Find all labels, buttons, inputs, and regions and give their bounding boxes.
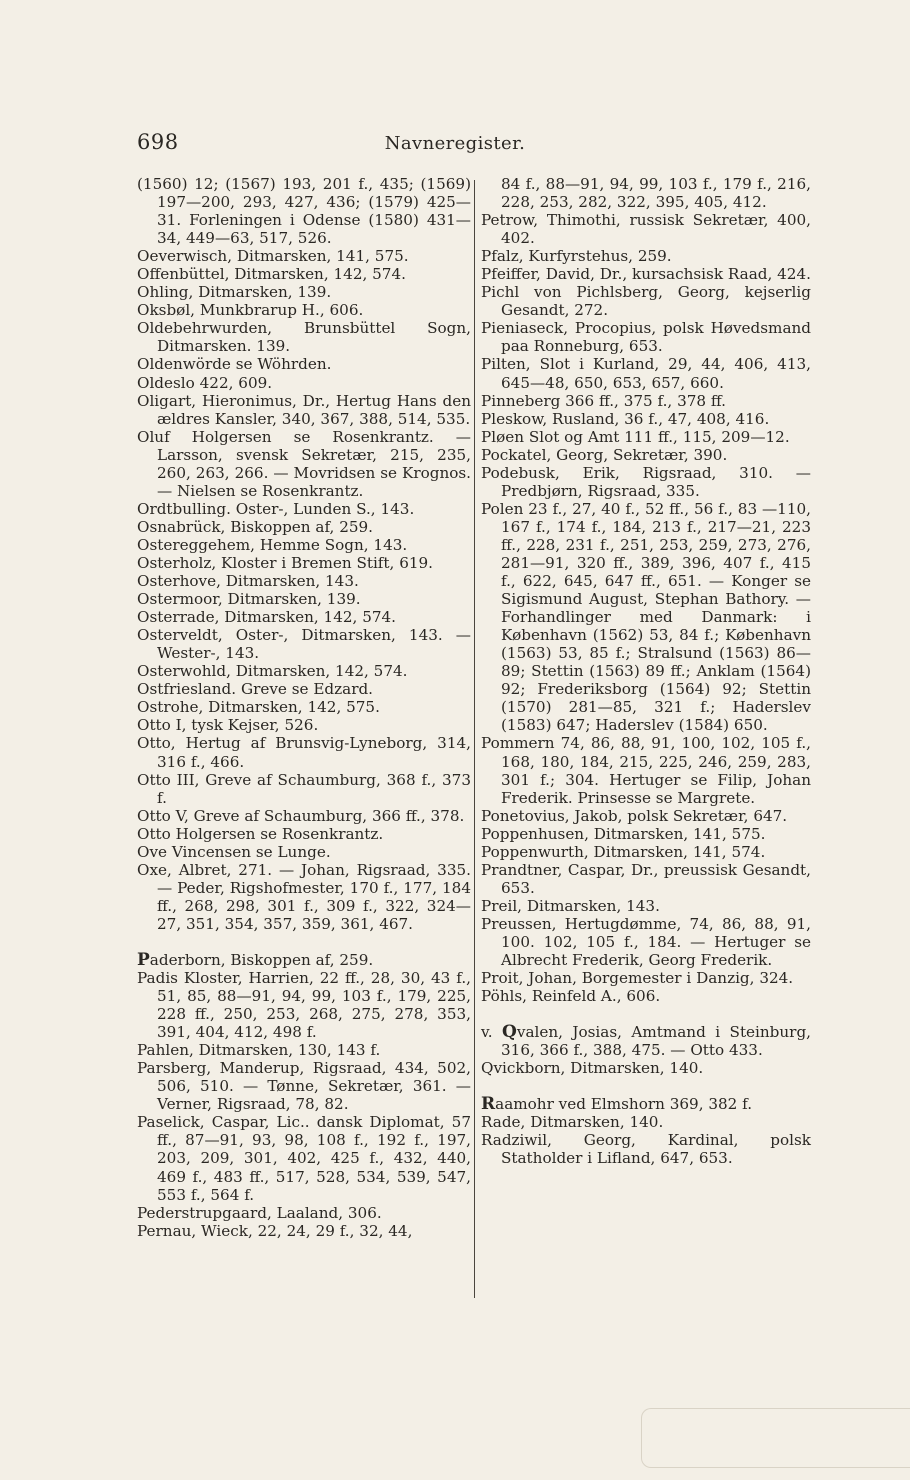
entry-text: Oeverwisch, Ditmarsken, 141, 575.	[137, 247, 409, 266]
section-initial: Q	[502, 1022, 517, 1043]
index-entry	[481, 211, 811, 247]
column-divider	[474, 180, 475, 1298]
index-entry	[137, 1041, 471, 1059]
entry-text: Oligart, Hieronimus, Dr., Hertug Hans den ældres Kansler, 340, 367, 388, 514, 535.	[137, 391, 471, 428]
index-entry	[481, 446, 811, 464]
entry-text: Pockatel, Georg, Sekretær, 390.	[481, 445, 728, 464]
index-entry	[481, 464, 811, 500]
entry-text: Otto V, Greve af Schaumburg, 366 ff., 378.	[137, 806, 465, 825]
index-entry	[137, 500, 471, 518]
entry-text: Pieniaseck, Procopius, polsk Høvedsmand paa Ronneburg, 653.	[481, 319, 811, 356]
index-entry	[481, 247, 811, 265]
index-entry	[481, 1023, 811, 1059]
entry-text: Otto III, Greve af Schaumburg, 368 f., 373 f.	[137, 770, 471, 807]
entry-text: aderborn, Biskoppen af, 259.	[149, 950, 374, 969]
index-entry	[137, 355, 471, 373]
entry-text: Polen 23 f., 27, 40 f., 52 ff., 56 f., 83 —110, 167 f., 174 f., 184, 213 f., 217—21, 223 ff., 228, 231 f., 251, 253, 259, 273, 276, 281—91, 320 ff., 389, 396, 407 f., 415 f., 622, 645, 647 ff., 651. — Konger se Sigismund August, Stephan Bathory. — Forhandlinger med Danmark: i København (1562) 53, 84 f.; København (1563) 53, 85 f.; Stralsund (1563) 86—89; Stettin (1563) 89 ff.; Anklam (1564) 92; Frederiksborg (1564) 92; Stettin (1570) 281—85, 321 f.; Haderslev (1583) 647; Haderslev (1584) 650.	[481, 499, 811, 735]
entry-text: Oxe, Albret, 271. — Johan, Rigsraad, 335. — Peder, Rigshofmester, 170 f., 177, 184 ff., 268, 298, 301 f., 309 f., 322, 324—27, 351, 354, 357, 359, 361, 467.	[137, 860, 471, 933]
entry-text: Osterhove, Ditmarsken, 143.	[137, 572, 359, 591]
entry-text: valen, Josias, Amtmand i Steinburg, 316, 366 f., 388, 475. — Otto 433.	[501, 1023, 811, 1060]
index-entry	[481, 734, 811, 806]
section-gap	[137, 933, 471, 951]
entry-text: Prandtner, Caspar, Dr., preussisk Gesandt, 653.	[481, 860, 811, 897]
entry-text: Pfeiffer, David, Dr., kursachsisk Raad, 424.	[481, 265, 811, 284]
index-entry	[481, 392, 811, 410]
entry-text: Offenbüttel, Ditmarsken, 142, 574.	[137, 265, 406, 284]
index-entry	[481, 355, 811, 391]
index-entry	[481, 283, 811, 319]
index-entry	[481, 1059, 811, 1077]
entry-prefix: v.	[481, 1023, 503, 1042]
index-entry	[481, 265, 811, 283]
entry-text: Proit, Johan, Borgemester i Danzig, 324.	[481, 969, 794, 988]
index-entry	[137, 1059, 471, 1113]
section-initial: P	[137, 949, 150, 970]
entry-text: Pilten, Slot i Kurland, 29, 44, 406, 413, 645—48, 650, 653, 657, 660.	[481, 355, 811, 392]
entry-text: Petrow, Thimothi, russisk Sekretær, 400, 402.	[481, 211, 811, 248]
index-entry	[481, 915, 811, 969]
entry-text: Pfalz, Kurfyrstehus, 259.	[481, 247, 672, 266]
section-gap	[481, 1005, 811, 1023]
right-column	[481, 175, 811, 1167]
entry-text: Preil, Ditmarsken, 143.	[481, 896, 660, 915]
entry-text: Ostfriesland. Greve se Edzard.	[137, 680, 373, 699]
index-entry	[137, 392, 471, 428]
entry-text: Pederstrupgaard, Laaland, 306.	[137, 1203, 382, 1222]
index-entry	[481, 897, 811, 915]
index-entry	[481, 500, 811, 735]
entry-text: Pleskow, Rusland, 36 f., 47, 408, 416.	[481, 409, 770, 428]
entry-text: Radziwil, Georg, Kardinal, polsk Statholder i Lifland, 647, 653.	[481, 1131, 811, 1168]
index-entry	[137, 716, 471, 734]
running-head: Navneregister.	[384, 133, 526, 154]
index-entry	[137, 536, 471, 554]
index-entry	[481, 319, 811, 355]
entry-text: (1560) 12; (1567) 193, 201 f., 435; (1569) 197—200, 293, 427, 436; (1579) 425—31. Forleningen i Odense (1580) 431—34, 449—63, 517, 526.	[137, 175, 471, 248]
entry-text: Ove Vincensen se Lunge.	[137, 842, 331, 861]
entry-text: Parsberg, Manderup, Rigsraad, 434, 502, 506, 510. — Tønne, Sekretær, 361. — Verner, Rigsraad, 78, 82.	[137, 1059, 471, 1114]
index-entry	[481, 1095, 811, 1113]
entry-text: Osterveldt, Oster-, Ditmarsken, 143. — Wester-, 143.	[137, 626, 471, 663]
index-entry	[137, 1222, 471, 1240]
entry-text: Otto I, tysk Kejser, 526.	[137, 716, 319, 735]
entry-text: Rade, Ditmarsken, 140.	[481, 1113, 664, 1132]
entry-text: Otto, Hertug af Brunsvig-Lyneborg, 314, 316 f., 466.	[137, 734, 471, 771]
index-entry	[137, 662, 471, 680]
index-entry	[137, 861, 471, 933]
index-entry	[137, 843, 471, 861]
index-entry	[137, 680, 471, 698]
index-entry	[137, 734, 471, 770]
index-entry	[137, 626, 471, 662]
entry-text: Otto Holgersen se Rosenkrantz.	[137, 824, 384, 843]
entry-text: Poppenhusen, Ditmarsken, 141, 575.	[481, 824, 766, 843]
index-entry	[137, 698, 471, 716]
index-entry	[137, 175, 471, 247]
entry-text: Pahlen, Ditmarsken, 130, 143 f.	[137, 1041, 381, 1060]
entry-text: Ostereggehem, Hemme Sogn, 143.	[137, 535, 408, 554]
index-entry	[137, 247, 471, 265]
section-initial: R	[481, 1094, 496, 1115]
index-entry	[481, 969, 811, 987]
index-entry	[137, 301, 471, 319]
index-entry	[137, 771, 471, 807]
entry-text: Preussen, Hertugdømme, 74, 86, 88, 91, 100. 102, 105 f., 184. — Hertuger se Albrecht Frederik, Georg Frederik.	[481, 914, 811, 970]
entry-text: Pommern 74, 86, 88, 91, 100, 102, 105 f., 168, 180, 184, 215, 225, 246, 259, 283, 301 f.; 304. Hertuger se Filip, Johan Frederik. Prinsesse se Margrete.	[481, 734, 811, 807]
index-entry	[481, 1113, 811, 1131]
index-entry	[137, 283, 471, 301]
entry-text: Pöhls, Reinfeld A., 606.	[481, 987, 661, 1006]
index-entry	[481, 1131, 811, 1167]
entry-text: Pernau, Wieck, 22, 24, 29 f., 32, 44,	[137, 1221, 413, 1240]
index-entry	[481, 861, 811, 897]
index-entry	[137, 1113, 471, 1203]
index-entry	[481, 175, 811, 211]
entry-text: Podebusk, Erik, Rigsraad, 310. — Predbjørn, Rigsraad, 335.	[481, 463, 811, 500]
index-entry	[137, 374, 471, 392]
index-entry	[137, 608, 471, 626]
entry-text: Osterholz, Kloster i Bremen Stift, 619.	[137, 553, 434, 572]
entry-text: Osterrade, Ditmarsken, 142, 574.	[137, 608, 397, 627]
entry-text: Oldebehrwurden, Brunsbüttel Sogn, Ditmarsken. 139.	[137, 319, 471, 356]
index-entry	[481, 987, 811, 1005]
section-gap	[481, 1077, 811, 1095]
entry-text: 84 f., 88—91, 94, 99, 103 f., 179 f., 216, 228, 253, 282, 322, 395, 405, 412.	[501, 175, 811, 212]
entry-text: Ostermoor, Ditmarsken, 139.	[137, 590, 361, 609]
index-entry	[137, 951, 471, 969]
index-entry	[481, 428, 811, 446]
index-entry	[137, 554, 471, 572]
entry-text: Paselick, Caspar, Lic.. dansk Diplomat, 57 ff., 87—91, 93, 98, 108 f., 192 f., 197, 203, 209, 301, 402, 425 f., 432, 440, 469 f., 483 ff., 517, 528, 534, 539, 547, 553 f., 564 f.	[137, 1113, 471, 1204]
index-entry	[137, 969, 471, 1041]
entry-text: Padis Kloster, Harrien, 22 ff., 28, 30, 43 f., 51, 85, 88—91, 94, 99, 103 f., 179, 225, 228 ff., 250, 253, 268, 275, 278, 353, 391, 404, 412, 498 f.	[137, 969, 471, 1042]
entry-text: Pichl von Pichlsberg, Georg, kejserlig Gesandt, 272.	[481, 283, 811, 320]
index-entry	[137, 572, 471, 590]
entry-text: Oluf Holgersen se Rosenkrantz. — Larsson, svensk Sekretær, 215, 235, 260, 263, 266. — Movridsen se Krognos. — Nielsen se Rosenkrantz.	[137, 427, 471, 500]
entry-text: Oksbøl, Munkbrarup H., 606.	[137, 301, 364, 320]
entry-text: Oldenwörde se Wöhrden.	[137, 355, 332, 374]
index-entry	[137, 265, 471, 283]
index-entry	[137, 1204, 471, 1222]
index-entry	[481, 410, 811, 428]
index-entry	[137, 807, 471, 825]
index-entry	[481, 807, 811, 825]
entry-text: Ponetovius, Jakob, polsk Sekretær, 647.	[481, 806, 788, 825]
entry-text: Qvickborn, Ditmarsken, 140.	[481, 1059, 704, 1078]
entry-text: Ordtbulling. Oster-, Lunden S., 143.	[137, 499, 415, 518]
entry-text: Ohling, Ditmarsken, 139.	[137, 283, 332, 302]
index-entry	[137, 319, 471, 355]
index-entry	[481, 825, 811, 843]
index-entry	[137, 825, 471, 843]
entry-text: Ostrohe, Ditmarsken, 142, 575.	[137, 698, 380, 717]
index-entry	[137, 590, 471, 608]
entry-text: Pløen Slot og Amt 111 ff., 115, 209—12.	[481, 427, 790, 446]
left-column	[137, 175, 471, 1240]
entry-text: Poppenwurth, Ditmarsken, 141, 574.	[481, 842, 766, 861]
entry-text: Osnabrück, Biskoppen af, 259.	[137, 517, 374, 536]
index-entry	[137, 518, 471, 536]
index-entry	[137, 428, 471, 500]
entry-text: aamohr ved Elmshorn 369, 382 f.	[495, 1095, 753, 1114]
page-edge-mark	[641, 1408, 910, 1468]
entry-text: Oldeslo 422, 609.	[137, 373, 273, 392]
entry-text: Osterwohld, Ditmarsken, 142, 574.	[137, 662, 408, 681]
entry-text: Pinneberg 366 ff., 375 f., 378 ff.	[481, 391, 726, 410]
page-number: 698	[137, 130, 179, 154]
index-entry	[481, 843, 811, 861]
